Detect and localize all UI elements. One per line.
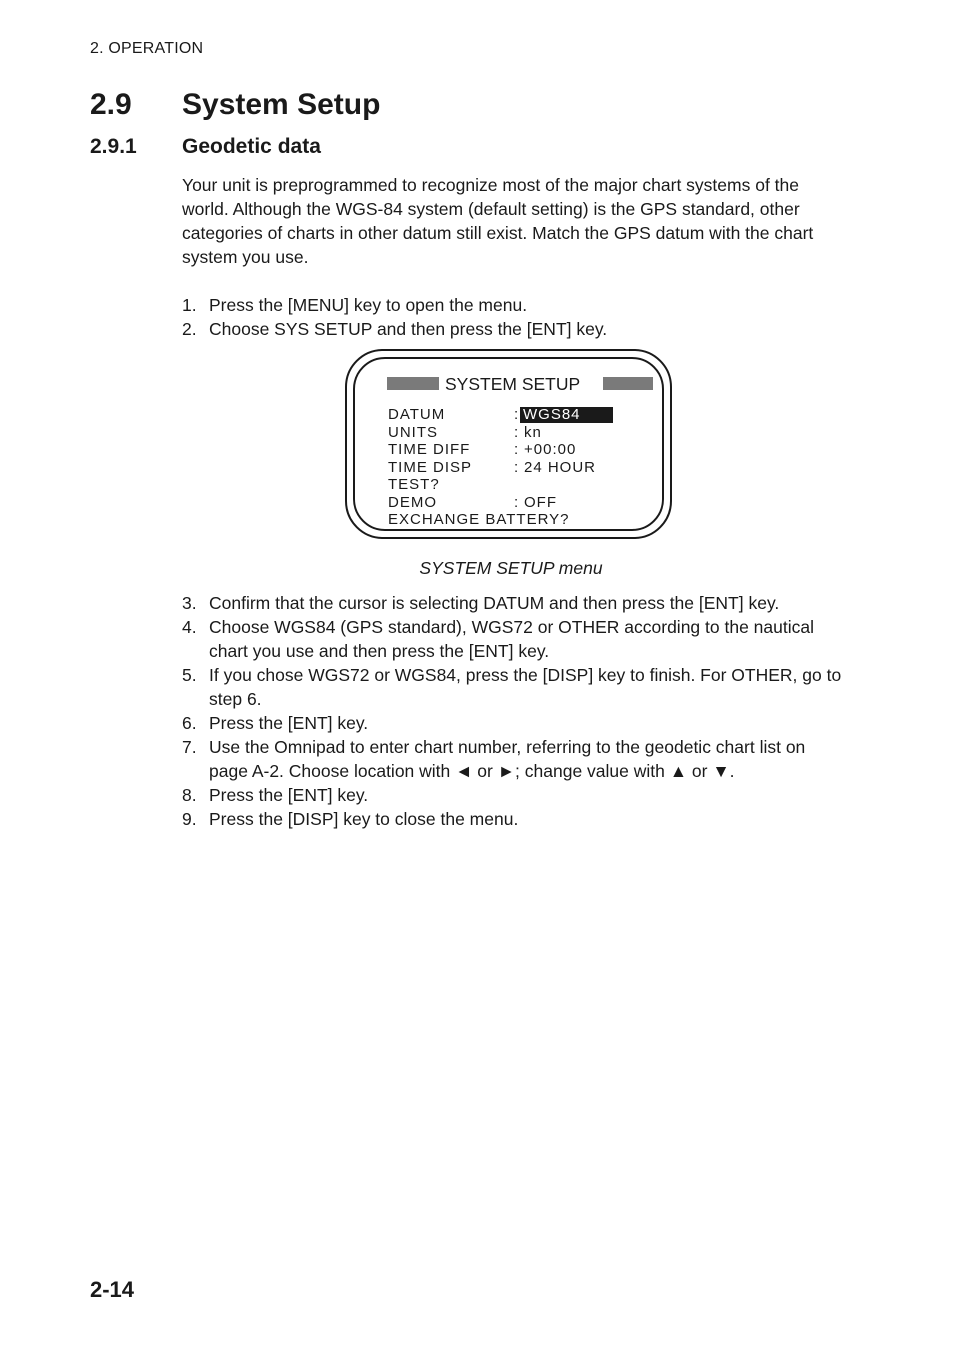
- step-text: Press the [MENU] key to open the menu.: [209, 295, 528, 315]
- menu-row-value: 24 HOUR: [524, 458, 597, 476]
- menu-row-demo: [388, 494, 668, 512]
- menu-row-label: EXCHANGE BATTERY?: [388, 511, 570, 528]
- system-setup-menu-figure: [345, 349, 672, 539]
- menu-row-label: TEST?: [388, 476, 440, 493]
- title-bar-right-decoration: [603, 377, 653, 390]
- menu-row-separator: :: [514, 423, 520, 441]
- step-item: [182, 615, 847, 663]
- menu-row-label: UNITS: [388, 423, 438, 441]
- step-text: Press the [DISP] key to close the menu.: [209, 809, 519, 829]
- subsection-title: Geodetic data: [182, 135, 321, 158]
- step-text: Confirm that the cursor is selecting DATUM and then press the [ENT] key.: [209, 593, 780, 613]
- step-number: 8.: [182, 785, 197, 805]
- menu-row-test: [388, 476, 668, 494]
- steps-list-after: [182, 591, 847, 831]
- menu-row-separator: :: [514, 406, 520, 423]
- menu-row-value: OFF: [524, 493, 557, 511]
- section-number: 2.9: [90, 88, 132, 121]
- step-number: 7.: [182, 737, 197, 757]
- step-text: Use the Omnipad to enter chart number, referring to the geodetic chart list on page A-2. Choose location with ◄ or ►; change value with ▲ or ▼.: [209, 737, 806, 781]
- menu-row-label: TIME DISP: [388, 458, 473, 476]
- menu-row-value: +00:00: [524, 441, 577, 458]
- menu-row-time-disp: [388, 459, 668, 477]
- step-number: 2.: [182, 319, 197, 339]
- menu-title: SYSTEM SETUP: [445, 374, 581, 394]
- menu-row-units: [388, 424, 668, 442]
- menu-rows: [388, 406, 668, 529]
- menu-row-label: DATUM: [388, 406, 446, 423]
- menu-row-label: TIME DIFF: [388, 441, 471, 458]
- step-item: [182, 663, 847, 711]
- menu-row-exchange-battery: [388, 511, 668, 529]
- step-item: [182, 783, 847, 807]
- step-item: [182, 711, 847, 735]
- menu-row-separator: :: [514, 458, 520, 476]
- step-text: Choose SYS SETUP and then press the [ENT] key.: [209, 319, 608, 339]
- menu-row-value: kn: [524, 423, 542, 441]
- menu-row-label: DEMO: [388, 493, 437, 511]
- step-item: [182, 317, 847, 341]
- steps-list-before: [182, 293, 847, 341]
- menu-row-separator: :: [514, 441, 520, 458]
- step-number: 9.: [182, 809, 197, 829]
- section-heading: [90, 88, 380, 122]
- menu-row-time-diff: [388, 441, 668, 459]
- step-item: [182, 293, 847, 317]
- step-item: [182, 735, 847, 783]
- step-number: 4.: [182, 617, 197, 637]
- menu-row-separator: :: [514, 493, 520, 511]
- step-item: [182, 591, 847, 615]
- menu-title-bar: [387, 373, 653, 395]
- figure-caption: SYSTEM SETUP menu: [419, 558, 603, 578]
- running-header: 2. OPERATION: [90, 40, 204, 57]
- menu-row-datum: [388, 406, 668, 424]
- subsection-number: 2.9.1: [90, 135, 137, 158]
- step-text: If you chose WGS72 or WGS84, press the [DISP] key to finish. For OTHER, go to step 6.: [209, 665, 842, 709]
- page-number: 2-14: [90, 1277, 135, 1302]
- step-text: Press the [ENT] key.: [209, 785, 369, 805]
- step-item: [182, 807, 847, 831]
- intro-paragraph: Your unit is preprogrammed to recognize most of the major chart systems of the world. Although the WGS-84 system (default setting) is the GPS standard, other categories of charts in other datum still exist. Match the GPS datum with the chart system you use.: [182, 175, 814, 267]
- step-number: 3.: [182, 593, 197, 613]
- step-number: 1.: [182, 295, 197, 315]
- step-text: Choose WGS84 (GPS standard), WGS72 or OTHER according to the nautical chart you use and then press the [ENT] key.: [209, 617, 814, 661]
- step-number: 5.: [182, 665, 197, 685]
- subsection-heading: [90, 135, 321, 159]
- title-bar-left-decoration: [387, 377, 439, 390]
- menu-row-value-selected: WGS84: [520, 407, 613, 423]
- step-number: 6.: [182, 713, 197, 733]
- section-title: System Setup: [182, 88, 381, 121]
- step-text: Press the [ENT] key.: [209, 713, 369, 733]
- lcd-screen: [353, 357, 664, 531]
